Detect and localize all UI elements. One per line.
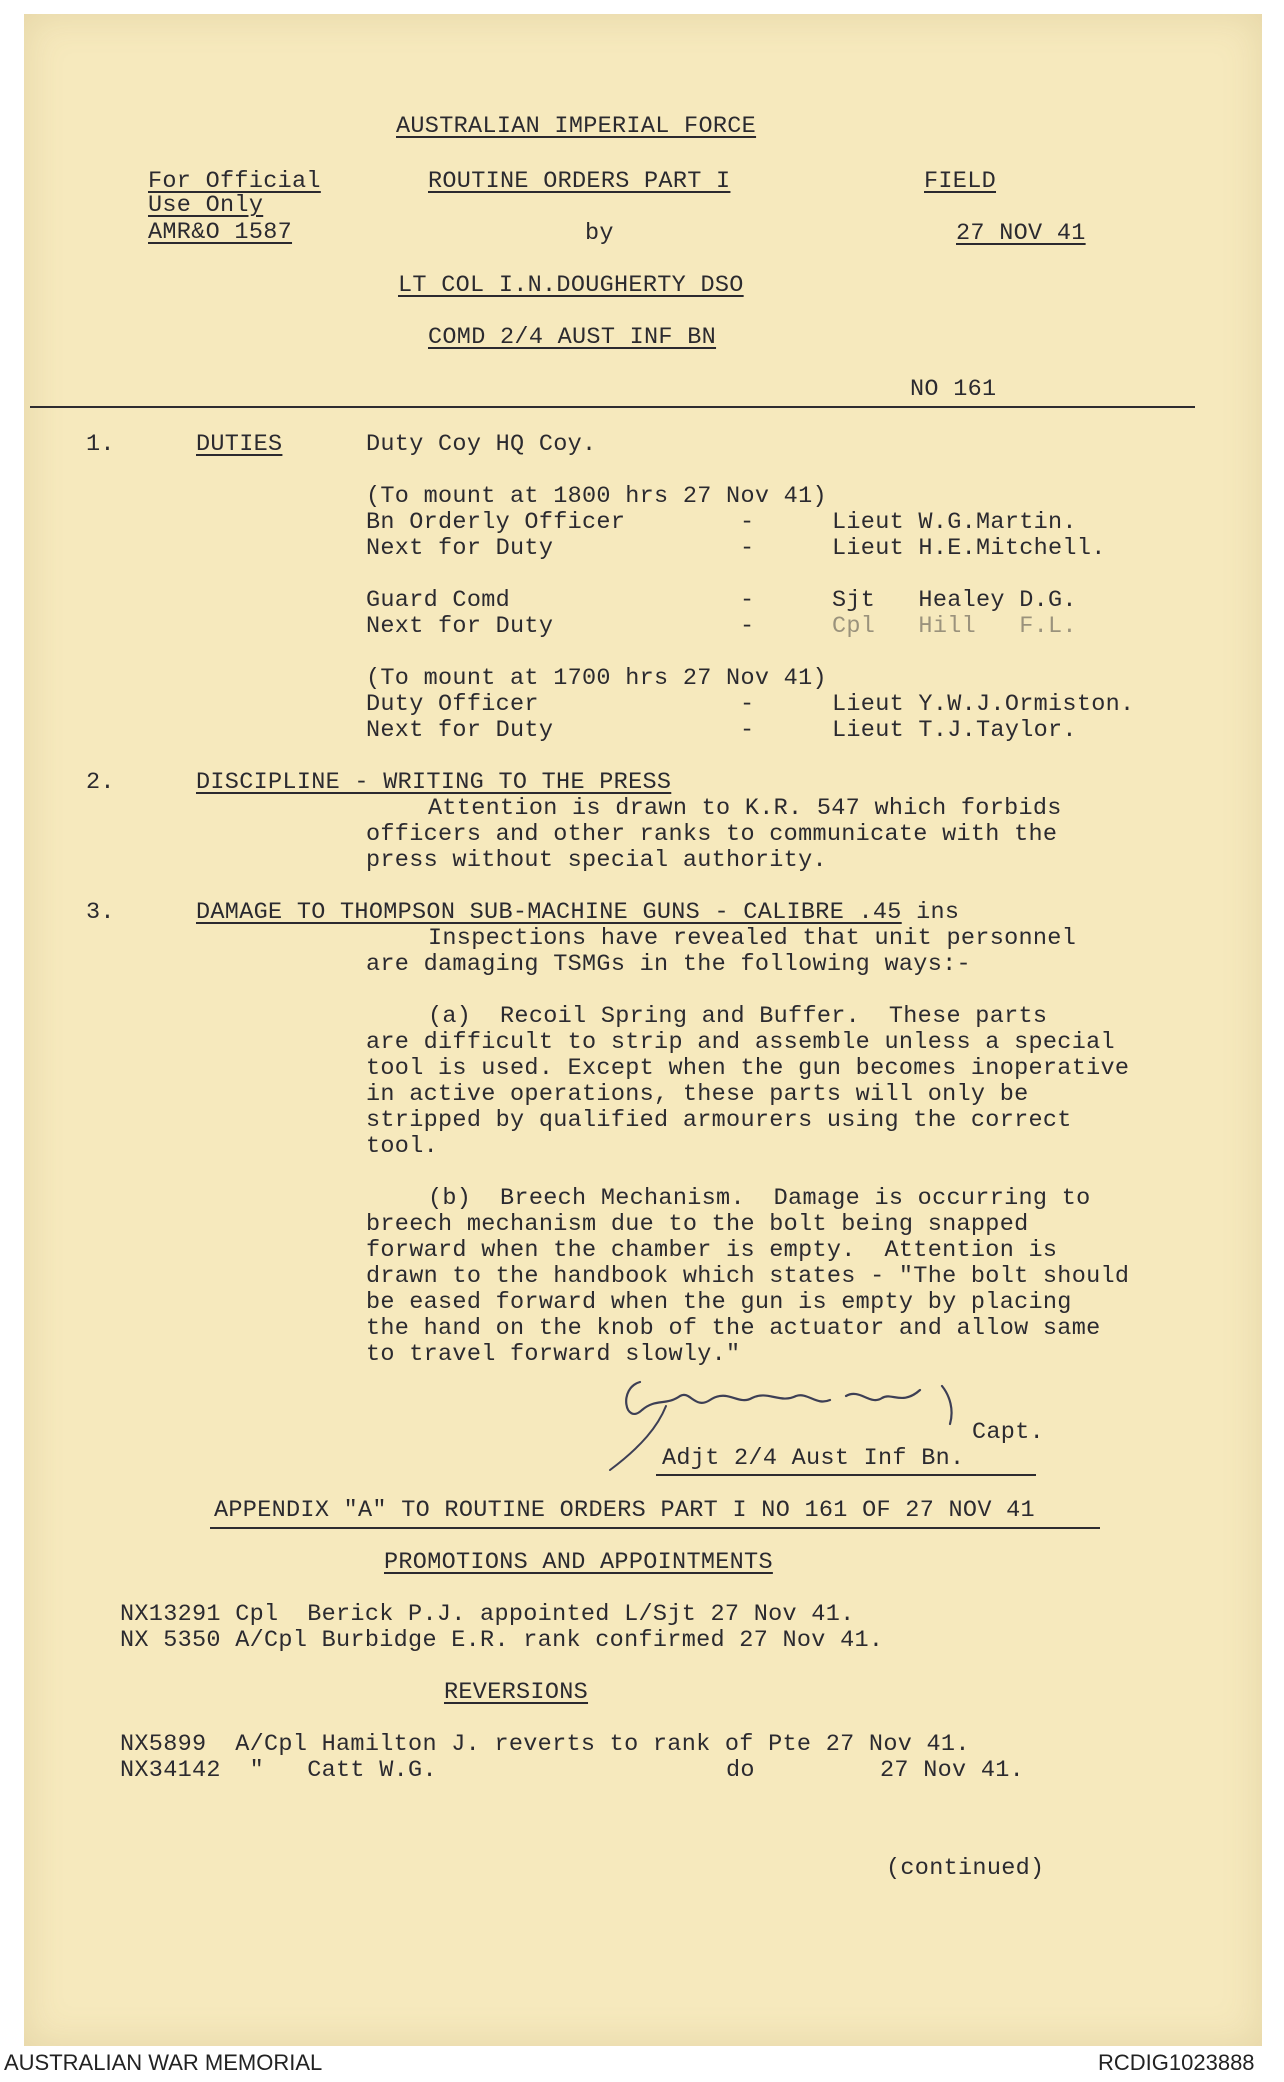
duty-role: Duty Officer bbox=[366, 691, 539, 718]
document-title: AUSTRALIAN IMPERIAL FORCE bbox=[396, 113, 757, 140]
reversion-date: 27 Nov 41. bbox=[880, 1757, 1025, 1784]
appendix-underline bbox=[210, 1527, 1100, 1529]
commander-unit: COMD 2/4 AUST INF BN bbox=[428, 324, 717, 351]
header-divider bbox=[30, 406, 1195, 408]
official-use-line1: For Official bbox=[148, 168, 321, 195]
duty-coy: Duty Coy HQ Coy. bbox=[366, 431, 597, 458]
location-field: FIELD bbox=[924, 168, 997, 195]
paragraph-line: to travel forward slowly." bbox=[366, 1341, 741, 1368]
duty-role: Bn Orderly Officer bbox=[366, 509, 626, 536]
paragraph-line: (a) Recoil Spring and Buffer. These parts bbox=[428, 1003, 1048, 1030]
footer-source: AUSTRALIAN WAR MEMORIAL bbox=[4, 2050, 323, 2075]
mount-time-2: (To mount at 1700 hrs 27 Nov 41) bbox=[366, 665, 827, 692]
reference-number: AMR&O 1587 bbox=[148, 219, 293, 246]
reversion-entry: NX34142 " Catt W.G. bbox=[120, 1757, 437, 1784]
item-number: 2. bbox=[86, 769, 115, 796]
duty-dash: - bbox=[740, 691, 755, 718]
paragraph-line: are difficult to strip and assemble unless a special bbox=[366, 1029, 1115, 1056]
mount-time-1: (To mount at 1800 hrs 27 Nov 41) bbox=[366, 483, 827, 510]
section-heading-duties: DUTIES bbox=[196, 431, 283, 458]
orders-subtitle: ROUTINE ORDERS PART I bbox=[428, 168, 731, 195]
paragraph-line: tool is used. Except when the gun becomes inoperative bbox=[366, 1055, 1130, 1082]
paragraph-line: are damaging TSMGs in the following ways:- bbox=[366, 951, 971, 978]
duty-name: Lieut T.J.Taylor. bbox=[832, 717, 1077, 744]
item-number: 1. bbox=[86, 431, 115, 458]
duty-name: Lieut Y.W.J.Ormiston. bbox=[832, 691, 1135, 718]
section-heading-tsmg bbox=[196, 900, 959, 926]
duty-name: Sjt Healey D.G. bbox=[832, 587, 1077, 614]
section-heading-tsmg-tail: ins bbox=[901, 899, 960, 926]
paragraph-line: (b) Breech Mechanism. Damage is occurring to bbox=[428, 1185, 1091, 1212]
duty-dash: - bbox=[740, 613, 755, 640]
reversion-ditto: do bbox=[726, 1757, 755, 1784]
signature-rank: Capt. bbox=[972, 1419, 1045, 1446]
signature-title: Adjt 2/4 Aust Inf Bn. bbox=[662, 1445, 965, 1472]
paragraph-line: Attention is drawn to K.R. 547 which forbids bbox=[428, 795, 1062, 822]
paragraph-line: Inspections have revealed that unit personnel bbox=[428, 925, 1077, 952]
reversions-heading: REVERSIONS bbox=[444, 1679, 589, 1706]
section-heading-discipline: DISCIPLINE - WRITING TO THE PRESS bbox=[196, 769, 672, 796]
duty-role: Next for Duty bbox=[366, 535, 554, 562]
official-use-line2: Use Only bbox=[148, 192, 264, 219]
paragraph-line: the hand on the knob of the actuator and allow same bbox=[366, 1315, 1101, 1342]
item-number: 3. bbox=[86, 899, 115, 926]
paragraph-line: stripped by qualified armourers using the correct bbox=[366, 1107, 1072, 1134]
duty-role: Guard Comd bbox=[366, 587, 511, 614]
duty-name: Lieut W.G.Martin. bbox=[832, 509, 1077, 536]
duty-name: Lieut H.E.Mitchell. bbox=[832, 535, 1106, 562]
duty-name: Cpl Hill F.L. bbox=[832, 613, 1077, 640]
promotion-entry: NX 5350 A/Cpl Burbidge E.R. rank confirmed 27 Nov 41. bbox=[120, 1627, 884, 1654]
paragraph-line: drawn to the handbook which states - "The bolt should bbox=[366, 1263, 1130, 1290]
section-heading-tsmg-text: DAMAGE TO THOMPSON SUB-MACHINE GUNS - CALIBRE .45 bbox=[196, 899, 902, 926]
signature-underline bbox=[656, 1474, 1036, 1476]
promotion-entry: NX13291 Cpl Berick P.J. appointed L/Sjt 27 Nov 41. bbox=[120, 1601, 855, 1628]
duty-role: Next for Duty bbox=[366, 613, 554, 640]
duty-dash: - bbox=[740, 717, 755, 744]
paragraph-line: tool. bbox=[366, 1133, 439, 1160]
paragraph-line: be eased forward when the gun is empty by placing bbox=[366, 1289, 1072, 1316]
appendix-heading: APPENDIX "A" TO ROUTINE ORDERS PART I NO 161 OF 27 NOV 41 bbox=[214, 1497, 1035, 1524]
continued-label: (continued) bbox=[886, 1855, 1045, 1882]
footer-record-id: RCDIG1023888 bbox=[1098, 2050, 1255, 2075]
paragraph-line: officers and other ranks to communicate with the bbox=[366, 821, 1058, 848]
reversion-entry: NX5899 A/Cpl Hamilton J. reverts to rank of Pte 27 Nov 41. bbox=[120, 1731, 970, 1758]
duty-dash: - bbox=[740, 509, 755, 536]
promotions-heading: PROMOTIONS AND APPOINTMENTS bbox=[384, 1549, 773, 1576]
duty-dash: - bbox=[740, 535, 755, 562]
by-label: by bbox=[585, 220, 614, 247]
order-date: 27 NOV 41 bbox=[956, 220, 1086, 247]
paragraph-line: in active operations, these parts will only be bbox=[366, 1081, 1029, 1108]
duty-role: Next for Duty bbox=[366, 717, 554, 744]
order-number: NO 161 bbox=[910, 376, 997, 403]
duty-dash: - bbox=[740, 587, 755, 614]
paragraph-line: forward when the chamber is empty. Attention is bbox=[366, 1237, 1058, 1264]
paragraph-line: press without special authority. bbox=[366, 847, 827, 874]
commander-name: LT COL I.N.DOUGHERTY DSO bbox=[398, 272, 744, 299]
paragraph-line: breech mechanism due to the bolt being snapped bbox=[366, 1211, 1029, 1238]
